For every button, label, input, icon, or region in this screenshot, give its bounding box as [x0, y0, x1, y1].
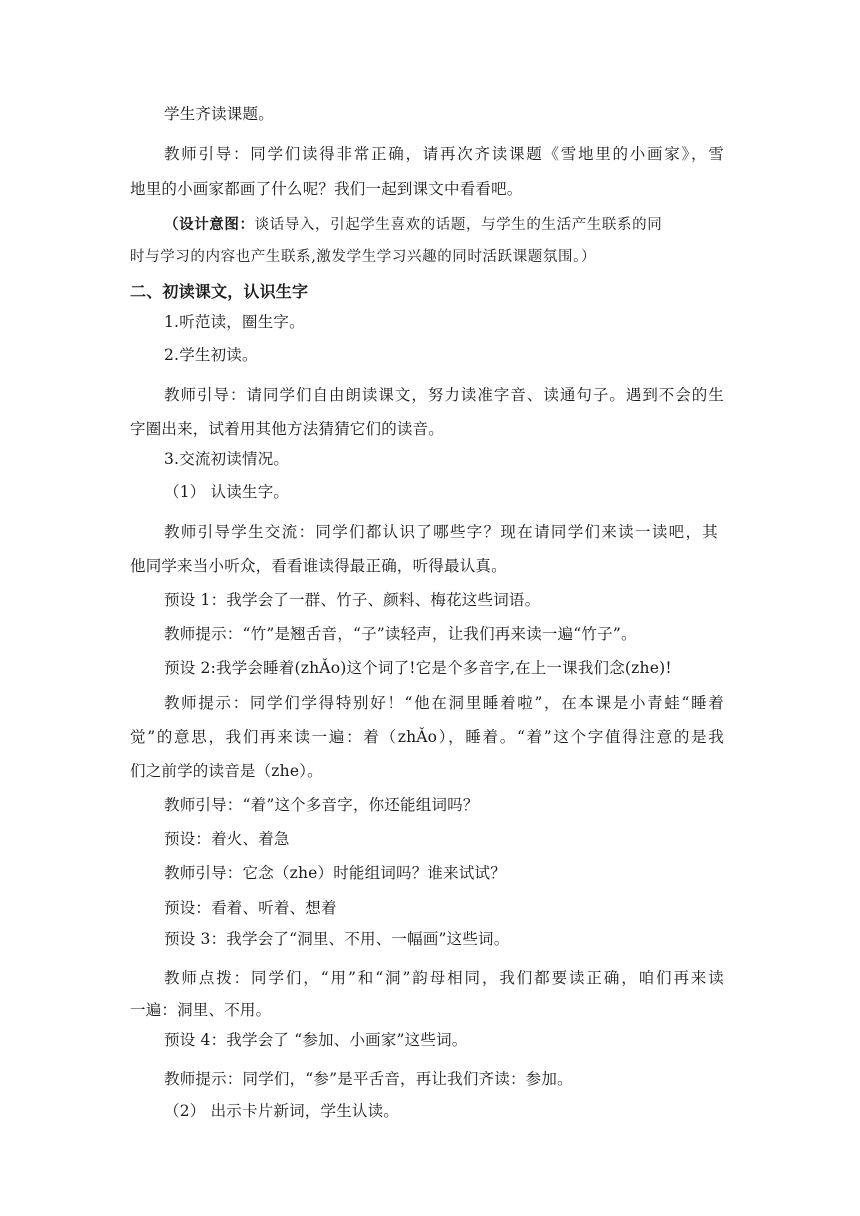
- text-line: 预设 1：我学会了一群、竹子、颜料、梅花这些词语。: [164, 591, 541, 609]
- text-line: 3.交流初读情况。: [164, 450, 290, 468]
- text-line: 预设 2:我学会睡着(zhǍo)这个词了!它是个多音字,在上一课我们念(zhe)!: [164, 659, 672, 677]
- text-line: 1.听范读，圈生字。: [164, 313, 305, 331]
- text-line: 教师提示：同学们学得特别好！“他在洞里睡着啦”，在本课是小青蛙“睡着: [164, 694, 724, 712]
- text-line: 预设 3：我学会了“洞里、不用、一幅画”这些词。: [164, 930, 510, 948]
- text-line: 教师提示：同学们，“参”是平舌音，再让我们齐读：参加。: [164, 1070, 573, 1088]
- text-line: 字圈出来，试着用其他方法猜猜它们的读音。: [130, 420, 445, 438]
- text-line: 觉”的意思，我们再来读一遍：着（zhǍo），睡着。“着”这个字值得注意的是我: [130, 728, 724, 746]
- text-line: 他同学来当小听众，看看谁读得最正确，听得最认真。: [130, 557, 507, 575]
- text-line: 教师引导学生交流：同学们都认识了哪些字？现在请同学们来读一读吧，其: [164, 523, 718, 541]
- text-line: （2） 出示卡片新词，学生认读。: [164, 1102, 399, 1120]
- text-line: 一遍：洞里、不用。: [130, 1001, 272, 1019]
- text-line: 时与学习的内容也产生联系,激发学生学习兴趣的同时活跃课题氛围。）: [130, 249, 597, 265]
- text-line: 教师提示：“竹”是翘舌音，“子”读轻声，让我们再来读一遍“竹子”。: [164, 625, 637, 643]
- text-line: 教师引导：“着”这个多音字，你还能组词吗？: [164, 796, 479, 814]
- design-intent-label: （设计意图：: [164, 216, 255, 233]
- text-line: 地里的小画家都画了什么呢？我们一起到课文中看看吧。: [130, 180, 523, 198]
- text-line: 预设：着火、着急: [164, 830, 290, 848]
- design-intent-line: [164, 214, 662, 236]
- text-line: 教师引导：请同学们自由朗读课文，努力读准字音、读通句子。遇到不会的生: [164, 386, 724, 404]
- text-line: 预设 4：我学会了 “参加、小画家”这些词。: [164, 1031, 468, 1049]
- design-intent-text: 谈话导入，引起学生喜欢的话题，与学生的生活产生联系的同: [254, 217, 663, 233]
- text-line: （1） 认读生字。: [164, 483, 290, 501]
- text-line: 2.学生初读。: [164, 346, 258, 364]
- text-line: 教师引导：同学们读得非常正确，请再次齐读课题《雪地里的小画家》，雪: [164, 145, 724, 163]
- text-line: 学生齐读课题。: [164, 105, 274, 123]
- text-line: 教师点拨：同学们，“用”和“洞”韵母相同，我们都要读正确，咱们再来读: [164, 969, 724, 987]
- text-line: 预设：看着、听着、想着: [164, 899, 337, 917]
- text-line: 教师引导：它念（zhe）时能组词吗？谁来试试？: [164, 864, 506, 882]
- text-line: 们之前学的读音是（zhe）。: [130, 762, 323, 780]
- section-heading: 二、初读课文，认识生字: [130, 282, 309, 301]
